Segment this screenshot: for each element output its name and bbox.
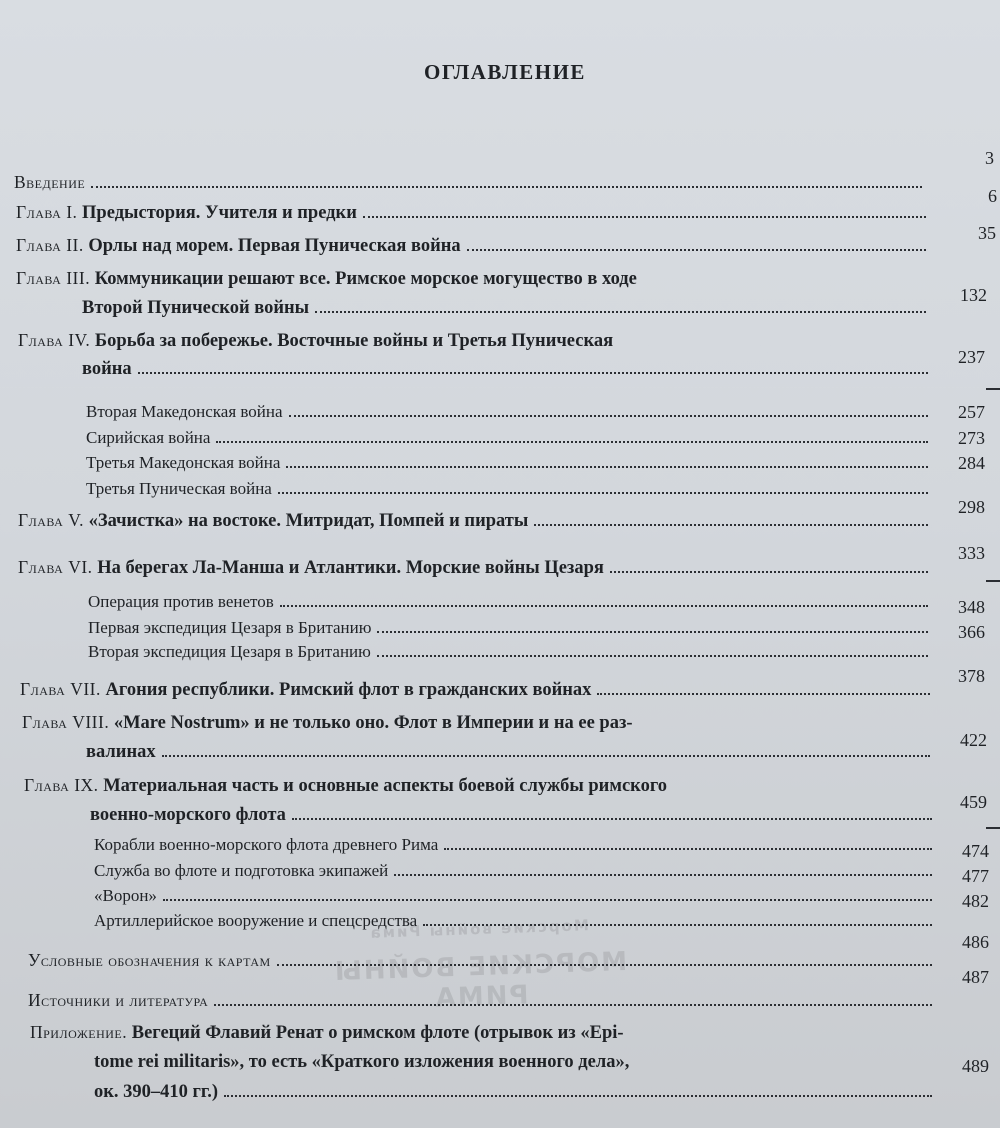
toc-sub-title: Артиллерийское вооружение и спецсредства xyxy=(94,911,418,930)
toc-page-number: 35 xyxy=(978,223,996,243)
toc-entry-chapter-9[interactable] xyxy=(24,773,939,797)
toc-entry-sources[interactable] xyxy=(28,988,934,1012)
page-dash xyxy=(986,827,1000,829)
toc-title-cont: tome rei militaris», то есть «Краткого изложения военного дела», xyxy=(94,1052,630,1072)
toc-title: Коммуникации решают все. Римское морское могущество в ходе xyxy=(94,269,637,289)
toc-page-number: 132 xyxy=(960,285,987,305)
toc-entry-chapter-5[interactable] xyxy=(18,508,930,532)
toc-label: Глава IV. xyxy=(18,330,91,350)
leader-dots xyxy=(597,692,930,695)
toc-title: Вегеций Флавий Ренат о римском флоте (отрывок из «Epi- xyxy=(131,1023,624,1043)
toc-title-cont: Второй Пунической войны xyxy=(82,298,310,318)
toc-sub-title: Служба во флоте и подготовка экипажей xyxy=(94,861,389,880)
toc-entry-chapter-4[interactable] xyxy=(18,328,928,352)
toc-title-cont: война xyxy=(82,359,132,379)
toc-title: На берегах Ла-Манша и Атлантики. Морские войны Цезаря xyxy=(97,558,604,578)
leader-dots xyxy=(216,440,928,443)
toc-sub-title: Вторая экспедиция Цезаря в Британию xyxy=(88,642,371,661)
toc-entry-chapter-3-cont[interactable] xyxy=(82,296,928,320)
leader-dots xyxy=(377,654,928,657)
leader-dots xyxy=(277,963,932,966)
toc-entry-appendix-cont2[interactable] xyxy=(94,1080,934,1104)
leader-dots xyxy=(91,185,922,188)
toc-sub-title: Вторая Македонская война xyxy=(86,402,283,421)
toc-subentry[interactable] xyxy=(86,426,930,450)
toc-page-number: 474 xyxy=(962,841,989,861)
toc-sub-title: «Ворон» xyxy=(94,886,157,905)
toc-title-cont: ок. 390–410 гг.) xyxy=(94,1082,219,1102)
leader-dots xyxy=(163,898,932,901)
leader-dots xyxy=(280,604,928,607)
toc-title: Агония республики. Римский флот в гражданских войнах xyxy=(105,680,592,700)
leader-dots xyxy=(138,371,928,374)
toc-label: Глава III. xyxy=(16,268,91,288)
toc-sub-title: Операция против венетов xyxy=(88,592,274,611)
toc-entry-chapter-2[interactable] xyxy=(16,233,928,257)
leader-dots xyxy=(377,630,928,633)
toc-entry-appendix-cont[interactable] xyxy=(94,1050,940,1074)
leader-dots xyxy=(444,847,932,850)
toc-label: Источники и литература xyxy=(28,990,209,1010)
leader-dots xyxy=(214,1003,932,1006)
toc-title: «Mare Nostrum» и не только оно. Флот в Империи и на ее раз- xyxy=(113,713,633,733)
leader-dots xyxy=(292,817,932,820)
page-dash xyxy=(986,388,1000,390)
toc-entry-map-legend[interactable] xyxy=(28,948,934,972)
leader-dots xyxy=(289,414,928,417)
leader-dots xyxy=(286,465,928,468)
toc-entry-chapter-3[interactable] xyxy=(16,266,936,290)
toc-entry-chapter-8[interactable] xyxy=(22,710,932,734)
toc-subentry[interactable] xyxy=(94,833,934,857)
toc-title: Предыстория. Учителя и предки xyxy=(82,203,357,223)
toc-title-cont: военно-морского флота xyxy=(90,805,286,825)
toc-subentry[interactable] xyxy=(86,400,930,424)
toc-label: Глава VII. xyxy=(20,679,101,699)
leader-dots xyxy=(534,523,928,526)
bleed-through-text: Морские войны Рима МОРСКИЕ ВОЙНЫ РИМА xyxy=(332,916,628,1014)
toc-entry-chapter-6[interactable] xyxy=(18,555,930,579)
page-title: ОГЛАВЛЕНИЕ xyxy=(424,60,586,84)
toc-subentry[interactable] xyxy=(94,909,934,933)
toc-label: Приложение. xyxy=(30,1022,128,1042)
toc-entry-appendix[interactable] xyxy=(30,1020,935,1044)
leader-dots xyxy=(467,248,926,251)
toc-page-number: 482 xyxy=(962,891,989,911)
toc-page-number: 459 xyxy=(960,792,987,812)
toc-page-number: 333 xyxy=(958,543,985,563)
toc-label: Условные обозначения к картам xyxy=(28,950,271,970)
toc-subentry[interactable] xyxy=(88,590,930,614)
leader-dots xyxy=(394,873,932,876)
toc-subentry[interactable] xyxy=(94,859,934,883)
toc-subentry[interactable] xyxy=(94,884,934,908)
toc-subentry[interactable] xyxy=(86,451,930,475)
toc-page-number: 477 xyxy=(962,866,989,886)
toc-entry-intro[interactable] xyxy=(14,170,924,194)
leader-dots xyxy=(278,491,928,494)
toc-page-number: 298 xyxy=(958,497,985,517)
leader-dots xyxy=(162,754,930,757)
toc-page-number: 6 xyxy=(988,186,997,206)
toc-entry-chapter-9-cont[interactable] xyxy=(90,803,934,827)
toc-title: Борьба за побережье. Восточные войны и Третья Пуническая xyxy=(94,331,614,351)
toc-title-cont: валинах xyxy=(86,742,156,762)
toc-sub-title: Первая экспедиция Цезаря в Британию xyxy=(88,618,372,637)
toc-label: Глава V. xyxy=(18,510,84,530)
toc-page-number: 273 xyxy=(958,428,985,448)
toc-label: Глава VIII. xyxy=(22,712,110,732)
toc-subentry[interactable] xyxy=(88,640,930,664)
toc-page-number: 3 xyxy=(985,148,994,168)
toc-entry-chapter-8-cont[interactable] xyxy=(86,740,932,764)
toc-sub-title: Третья Пуническая война xyxy=(86,479,272,498)
toc-sub-title: Третья Македонская война xyxy=(86,453,281,472)
toc-title: Материальная часть и основные аспекты боевой службы римского xyxy=(103,776,668,796)
toc-label: Глава VI. xyxy=(18,557,93,577)
leader-dots xyxy=(423,923,932,926)
toc-sub-title: Сирийская война xyxy=(86,428,211,447)
toc-subentry[interactable] xyxy=(86,477,930,501)
toc-entry-chapter-4-cont[interactable] xyxy=(82,357,930,381)
leader-dots xyxy=(610,570,928,573)
toc-subentry[interactable] xyxy=(88,616,930,640)
toc-entry-chapter-7[interactable] xyxy=(20,677,932,701)
toc-page-number: 378 xyxy=(958,666,985,686)
toc-title: «Зачистка» на востоке. Митридат, Помпей и пираты xyxy=(88,511,529,531)
toc-page-number: 422 xyxy=(960,730,987,750)
toc-page-number: 366 xyxy=(958,622,985,642)
toc-page-number: 487 xyxy=(962,967,989,987)
toc-label: Введение xyxy=(14,172,86,192)
toc-page-number: 237 xyxy=(958,347,985,367)
toc-page-number: 257 xyxy=(958,402,985,422)
leader-dots xyxy=(363,215,926,218)
toc-page-number: 348 xyxy=(958,597,985,617)
toc-sub-title: Корабли военно-морского флота древнего Рима xyxy=(94,835,439,854)
toc-page-number: 284 xyxy=(958,453,985,473)
leader-dots xyxy=(224,1094,932,1097)
leader-dots xyxy=(315,310,926,313)
toc-title: Орлы над морем. Первая Пуническая война xyxy=(88,236,461,256)
toc-entry-chapter-1[interactable] xyxy=(16,200,928,224)
page-dash xyxy=(986,580,1000,582)
toc-page-number: 486 xyxy=(962,932,989,952)
toc-page-number: 489 xyxy=(962,1056,989,1076)
toc-label: Глава II. xyxy=(16,235,84,255)
toc-label: Глава IX. xyxy=(24,775,99,795)
toc-label: Глава I. xyxy=(16,202,78,222)
